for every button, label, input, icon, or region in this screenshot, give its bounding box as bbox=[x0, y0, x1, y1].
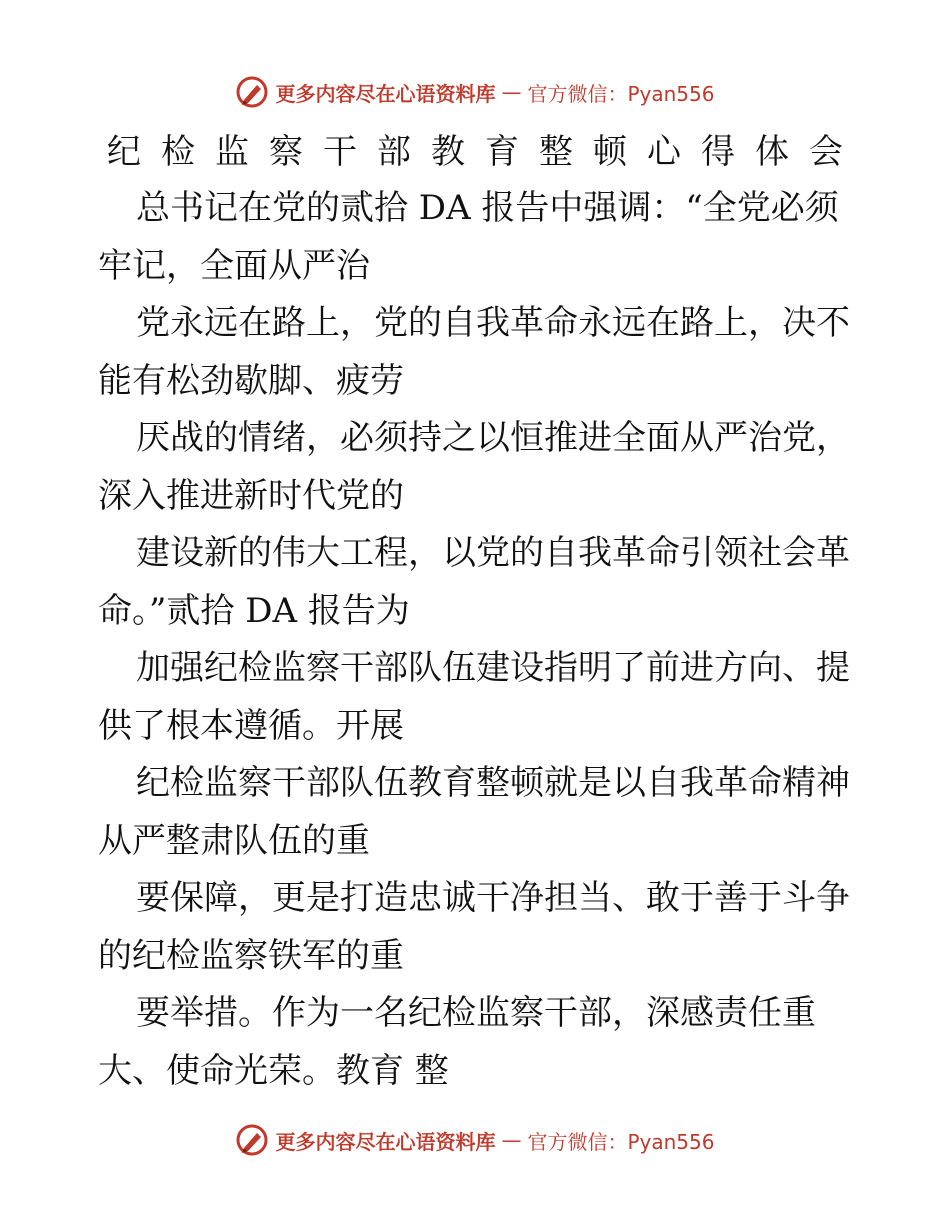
body-line: 从严整肃队伍的重 bbox=[98, 820, 370, 861]
document-title: 纪检监察干部教育整顿心得体会 bbox=[107, 132, 863, 172]
banner-contact: 官方微信：Pyan556 bbox=[527, 1129, 715, 1154]
banner-separator: — bbox=[501, 1128, 522, 1152]
body-line: 加强纪检监察干部队伍建设指明了前进方向、提 bbox=[136, 648, 850, 688]
body-line: 要保障，更是打造忠诚干净担当、敢于善于斗争 bbox=[136, 878, 850, 918]
body-line: 党永远在路上，党的自我革命永远在路上，决不 bbox=[136, 303, 850, 343]
body-line: 深入推进新时代党的 bbox=[98, 475, 404, 516]
pen-seal-logo-icon bbox=[235, 75, 269, 109]
document-body bbox=[98, 180, 858, 1100]
body-line: 总书记在党的贰拾 DA 报告中强调：“全党必须 bbox=[136, 188, 839, 228]
header-banner bbox=[0, 72, 950, 112]
body-line: 大、使命光荣。教育 整 bbox=[98, 1050, 449, 1091]
banner-contact: 官方微信：Pyan556 bbox=[527, 81, 715, 106]
body-line: 的纪检监察铁军的重 bbox=[98, 935, 404, 976]
body-line: 供了根本遵循。开展 bbox=[98, 705, 404, 746]
body-line: 牢记，全面从严治 bbox=[98, 245, 370, 286]
body-line: 建设新的伟大工程，以党的自我革命引领社会革 bbox=[136, 533, 850, 573]
pen-seal-logo-icon bbox=[235, 1123, 269, 1157]
banner-separator: — bbox=[501, 80, 522, 104]
banner-slogan: 更多内容尽在心语资料库 bbox=[275, 81, 496, 106]
body-line: 能有松劲歇脚、疲劳 bbox=[98, 360, 404, 401]
banner-slogan: 更多内容尽在心语资料库 bbox=[275, 1129, 496, 1154]
body-line: 厌战的情绪，必须持之以恒推进全面从严治党， bbox=[136, 418, 850, 458]
body-line: 命。”贰拾 DA 报告为 bbox=[98, 590, 410, 631]
body-line: 纪检监察干部队伍教育整顿就是以自我革命精神 bbox=[136, 763, 850, 803]
footer-banner bbox=[0, 1120, 950, 1160]
body-line: 要举措。作为一名纪检监察干部，深感责任重 bbox=[136, 993, 816, 1033]
